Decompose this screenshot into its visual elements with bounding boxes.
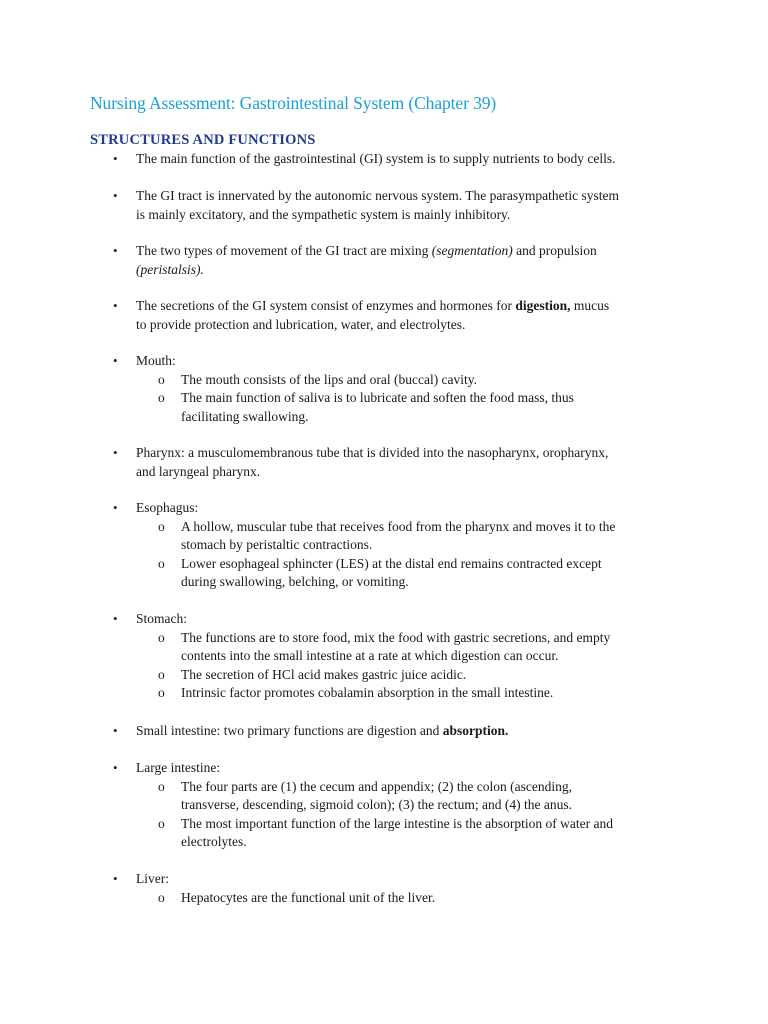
item-label: Mouth: xyxy=(136,353,176,368)
bullet-icon: • xyxy=(113,611,118,626)
sub-bullet-icon: o xyxy=(158,518,165,534)
bullet-icon: • xyxy=(113,760,118,775)
sub-item-text: transverse, descending, sigmoid colon); (3) the rectum; and (4) the anus. xyxy=(181,797,573,812)
text-run: The secretions of the GI system consist of enzymes and hormones for xyxy=(136,298,516,313)
list-item-text xyxy=(136,242,696,279)
list-item-text xyxy=(136,499,696,592)
sub-list xyxy=(158,371,696,427)
list-item-text xyxy=(136,759,696,852)
list-item-text xyxy=(136,297,696,334)
sub-bullet-icon: o xyxy=(158,390,165,405)
list-item-text xyxy=(136,870,696,907)
text-line: and laryngeal pharynx. xyxy=(136,463,261,479)
sub-item-text: Intrinsic factor promotes cobalamin absorption in the small intestine. xyxy=(181,685,554,700)
text-run: mucus xyxy=(570,298,610,313)
sub-item xyxy=(158,389,696,426)
sub-item xyxy=(158,518,696,555)
text-run: Small intestine: two primary functions are digestion and xyxy=(136,723,443,738)
emphasis-term: (peristalsis). xyxy=(136,261,204,277)
sub-item-text: The main function of saliva is to lubricate and soften the food mass, thus xyxy=(181,390,574,405)
bullet-icon: • xyxy=(113,243,118,258)
text-run: The two types of movement of the GI tract are mixing xyxy=(136,243,432,258)
bullet-icon: • xyxy=(113,298,118,313)
sub-item xyxy=(158,555,696,592)
text-line: is mainly excitatory, and the sympathetic system is mainly inhibitory. xyxy=(136,206,511,222)
item-label: Liver: xyxy=(136,871,169,886)
sub-bullet-icon: o xyxy=(158,371,165,387)
sub-bullet-icon: o xyxy=(158,889,165,905)
text-run: and propulsion xyxy=(512,243,597,258)
sub-bullet-icon: o xyxy=(158,778,165,794)
sub-list xyxy=(158,629,696,703)
sub-item-text: The mouth consists of the lips and oral (buccal) cavity. xyxy=(181,371,478,387)
text-line: to provide protection and lubrication, water, and electrolytes. xyxy=(136,316,466,332)
sub-item-text: The secretion of HCl acid makes gastric juice acidic. xyxy=(181,666,467,682)
sub-item-text: The functions are to store food, mix the food with gastric secretions, and empty xyxy=(181,629,611,645)
document-title: Nursing Assessment: Gastrointestinal System (Chapter 39) xyxy=(90,93,497,113)
bold-term: absorption. xyxy=(442,723,509,738)
sub-list xyxy=(158,889,696,908)
list-item-text xyxy=(136,610,696,703)
sub-item-text: stomach by peristaltic contractions. xyxy=(181,537,373,552)
sub-item xyxy=(158,371,696,390)
list-item-text xyxy=(136,187,696,224)
sub-item-text: facilitating swallowing. xyxy=(181,408,309,424)
bullet-icon: • xyxy=(113,871,118,886)
sub-item-text: The four parts are (1) the cecum and appendix; (2) the colon (ascending, xyxy=(181,778,572,794)
bullet-icon: • xyxy=(113,500,118,515)
sub-item xyxy=(158,778,696,815)
sub-item-text: Hepatocytes are the functional unit of the liver. xyxy=(181,889,436,905)
text-line: Pharynx: a musculomembranous tube that is divided into the nasopharynx, oropharynx, xyxy=(136,445,609,460)
item-label: Large intestine: xyxy=(136,760,221,775)
sub-list xyxy=(158,778,696,852)
list-item-text xyxy=(136,444,696,481)
section-heading: STRUCTURES AND FUNCTIONS xyxy=(90,132,316,148)
sub-bullet-icon: o xyxy=(158,555,165,571)
item-label: Stomach: xyxy=(136,611,187,626)
sub-item xyxy=(158,666,696,685)
emphasis-term: (segmentation) xyxy=(431,243,513,258)
sub-list xyxy=(158,518,696,592)
sub-bullet-icon: o xyxy=(158,815,165,831)
text-line: The GI tract is innervated by the autonomic nervous system. The parasympathetic system xyxy=(136,188,619,203)
sub-item xyxy=(158,629,696,666)
sub-bullet-icon: o xyxy=(158,685,165,700)
sub-item-text: electrolytes. xyxy=(181,834,247,849)
sub-item-text: A hollow, muscular tube that receives food from the pharynx and moves it to the xyxy=(181,518,616,534)
item-label: Esophagus: xyxy=(136,500,199,515)
text-line: The main function of the gastrointestinal (GI) system is to supply nutrients to body cells. xyxy=(136,151,616,166)
list-item-text xyxy=(136,352,696,426)
bullet-icon: • xyxy=(113,445,118,460)
bold-term: digestion, xyxy=(515,298,571,313)
sub-item-text: during swallowing, belching, or vomiting. xyxy=(181,574,409,589)
sub-item-text: contents into the small intestine at a rate at which digestion can occur. xyxy=(181,648,559,663)
sub-item xyxy=(158,684,696,703)
bullet-icon: • xyxy=(113,188,118,203)
list-item-text xyxy=(136,722,696,741)
sub-item-text: The most important function of the large intestine is the absorption of water and xyxy=(181,815,614,831)
sub-item xyxy=(158,815,696,852)
bullet-icon: • xyxy=(113,353,118,368)
sub-bullet-icon: o xyxy=(158,629,165,645)
bullet-icon: • xyxy=(113,151,118,166)
sub-item-text: Lower esophageal sphincter (LES) at the distal end remains contracted except xyxy=(181,555,602,571)
sub-item xyxy=(158,889,696,908)
bullet-icon: • xyxy=(113,723,118,738)
sub-bullet-icon: o xyxy=(158,666,165,682)
list-item-text xyxy=(136,150,696,169)
